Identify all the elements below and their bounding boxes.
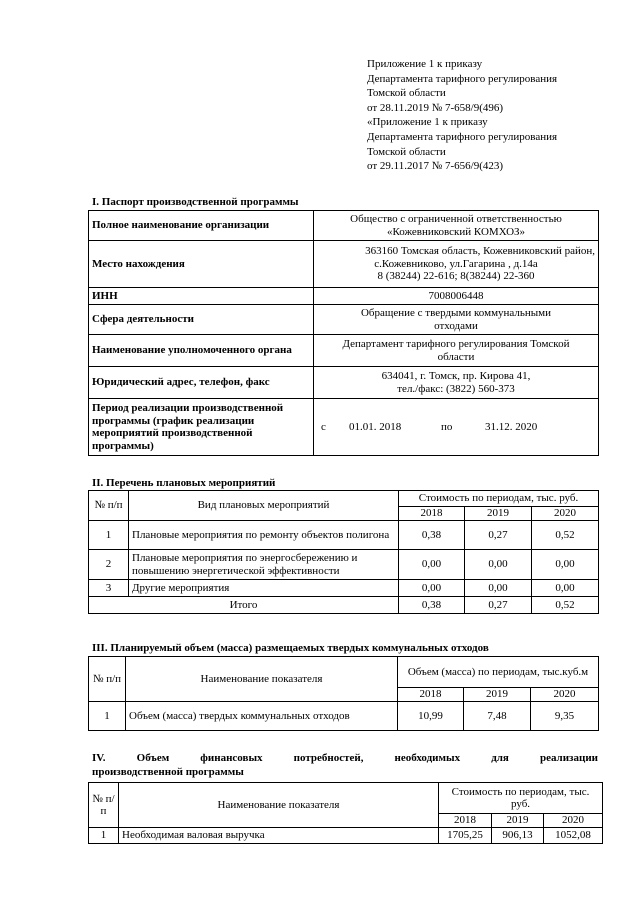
total-label: Итого xyxy=(89,597,399,614)
year-header: 2018 xyxy=(398,688,464,702)
row-name: Плановые мероприятия по ремонту объектов полигона xyxy=(129,521,399,550)
passport-label: Наименование уполномоченного органа xyxy=(89,335,314,367)
finance-table xyxy=(88,782,603,844)
row-name: Другие мероприятия xyxy=(129,580,399,597)
finance-title-word: Объем xyxy=(136,752,170,764)
finance-title-word: потребностей, xyxy=(293,752,364,764)
row-num: 2 xyxy=(89,550,129,580)
period-from-word: с xyxy=(321,420,326,433)
finance-title-word: необходимых xyxy=(394,752,461,764)
col-num-header: № п/п xyxy=(89,657,126,702)
year-header: 2020 xyxy=(532,507,599,521)
row-value: 7,48 xyxy=(464,702,531,731)
row-num: 1 xyxy=(89,702,126,731)
col-name-header: Наименование показателя xyxy=(126,657,398,702)
passport-label: Сфера деятельности xyxy=(89,305,314,335)
passport-row xyxy=(89,241,599,288)
passport-row xyxy=(89,367,599,399)
col-cost-header: Стоимость по периодам, тыс. руб. xyxy=(399,491,599,507)
year-header: 2019 xyxy=(492,814,544,828)
row-value: 9,35 xyxy=(531,702,599,731)
row-num: 3 xyxy=(89,580,129,597)
finance-title-line2: производственной программы xyxy=(92,766,244,778)
row-num: 1 xyxy=(89,828,119,844)
col-cost-header: Стоимость по периодам, тыс. руб. xyxy=(439,783,603,814)
passport-value: Департамент тарифного регулирования Томской области xyxy=(314,335,599,367)
volume-header-row xyxy=(89,657,599,688)
row-value: 0,00 xyxy=(532,580,599,597)
appendix-line: Департамента тарифного регулирования xyxy=(367,72,558,85)
row-value: 0,52 xyxy=(532,521,599,550)
passport-value: Обращение с твердыми коммунальными отходами xyxy=(314,305,599,335)
year-header: 2020 xyxy=(544,814,603,828)
total-row xyxy=(89,597,599,614)
passport-label: Место нахождения xyxy=(89,241,314,288)
finance-title-word: финансовых xyxy=(200,752,263,764)
row-value: 1705,25 xyxy=(439,828,492,844)
row-num: 1 xyxy=(89,521,129,550)
table-row xyxy=(89,702,599,731)
passport-row xyxy=(89,305,599,335)
row-name: Объем (масса) твердых коммунальных отходов xyxy=(126,702,398,731)
year-header: 2018 xyxy=(399,507,465,521)
row-value: 0,00 xyxy=(465,580,532,597)
volume-title: III. Планируемый объем (масса) размещаемых твердых коммунальных отходов xyxy=(92,642,489,654)
total-value: 0,52 xyxy=(532,597,599,614)
total-value: 0,38 xyxy=(399,597,465,614)
period-from-date: 01.01. 2018 xyxy=(349,420,402,433)
row-name: Необходимая валовая выручка xyxy=(119,828,439,844)
passport-row xyxy=(89,211,599,241)
passport-row xyxy=(89,399,599,456)
year-header: 2020 xyxy=(531,688,599,702)
table-row xyxy=(89,580,599,597)
year-header: 2018 xyxy=(439,814,492,828)
passport-label: Полное наименование организации xyxy=(89,211,314,241)
volume-table xyxy=(88,656,599,731)
measures-table xyxy=(88,490,599,614)
finance-title-word: реализации xyxy=(539,752,598,764)
period-to-date: 31.12. 2020 xyxy=(485,420,538,433)
passport-row xyxy=(89,335,599,367)
appendix-line: от 29.11.2017 № 7-656/9(423) xyxy=(367,160,504,173)
appendix-line: Томской области xyxy=(367,87,446,100)
measures-header-row xyxy=(89,491,599,507)
passport-table xyxy=(88,210,599,456)
finance-title-word: для xyxy=(491,752,509,764)
table-row xyxy=(89,521,599,550)
row-name: Плановые мероприятия по энергосбережению и повышению энергетической эффективности xyxy=(129,550,399,580)
row-value: 906,13 xyxy=(492,828,544,844)
appendix-line: Департамента тарифного регулирования xyxy=(367,130,558,143)
finance-title xyxy=(92,751,598,779)
passport-value: 634041, г. Томск, пр. Кирова 41, тел./факс: (3822) 560-373 xyxy=(314,367,599,399)
row-value: 0,00 xyxy=(399,550,465,580)
appendix-line: Томской области xyxy=(367,145,446,158)
col-num-header: № п/п xyxy=(89,491,129,521)
passport-label: Юридический адрес, телефон, факс xyxy=(89,367,314,399)
appendix-header xyxy=(367,57,557,174)
col-period-header: Объем (масса) по периодам, тыс.куб.м xyxy=(398,657,599,688)
appendix-line: Приложение 1 к приказу xyxy=(367,58,483,70)
table-row xyxy=(89,550,599,580)
finance-title-word: IV. xyxy=(92,752,106,764)
row-value: 0,27 xyxy=(465,521,532,550)
row-value: 1052,08 xyxy=(544,828,603,844)
passport-value: 363160 Томская область, Кожевниковский район, с.Кожевниково, ул.Гагарина , д.14а 8 (38244) 22-616; 8(38244) 22-360 xyxy=(314,241,599,288)
col-num-header: № п/п xyxy=(89,783,119,828)
appendix-line: «Приложение 1 к приказу xyxy=(367,116,488,129)
passport-title: I. Паспорт производственной программы xyxy=(92,196,299,208)
row-value: 0,00 xyxy=(465,550,532,580)
row-value: 0,38 xyxy=(399,521,465,550)
passport-value: Общество с ограниченной ответственностью «Кожевниковский КОМХОЗ» xyxy=(314,211,599,241)
year-header: 2019 xyxy=(465,507,532,521)
period-to-word: по xyxy=(441,420,453,433)
passport-row xyxy=(89,288,599,305)
appendix-line: от 28.11.2019 № 7-658/9(496) xyxy=(367,101,504,114)
period-label: Период реализации производственной программы (график реализации мероприятий производственной программы) xyxy=(89,399,314,456)
passport-label: ИНН xyxy=(89,288,314,305)
year-header: 2019 xyxy=(464,688,531,702)
period-value xyxy=(314,399,599,456)
row-value: 10,99 xyxy=(398,702,464,731)
row-value: 0,00 xyxy=(399,580,465,597)
total-value: 0,27 xyxy=(465,597,532,614)
passport-value: 7008006448 xyxy=(314,288,599,305)
col-name-header: Вид плановых мероприятий xyxy=(129,491,399,521)
row-value: 0,00 xyxy=(532,550,599,580)
col-name-header: Наименование показателя xyxy=(119,783,439,828)
measures-title: II. Перечень плановых мероприятий xyxy=(92,477,276,489)
finance-header-row xyxy=(89,783,603,814)
table-row xyxy=(89,828,603,844)
